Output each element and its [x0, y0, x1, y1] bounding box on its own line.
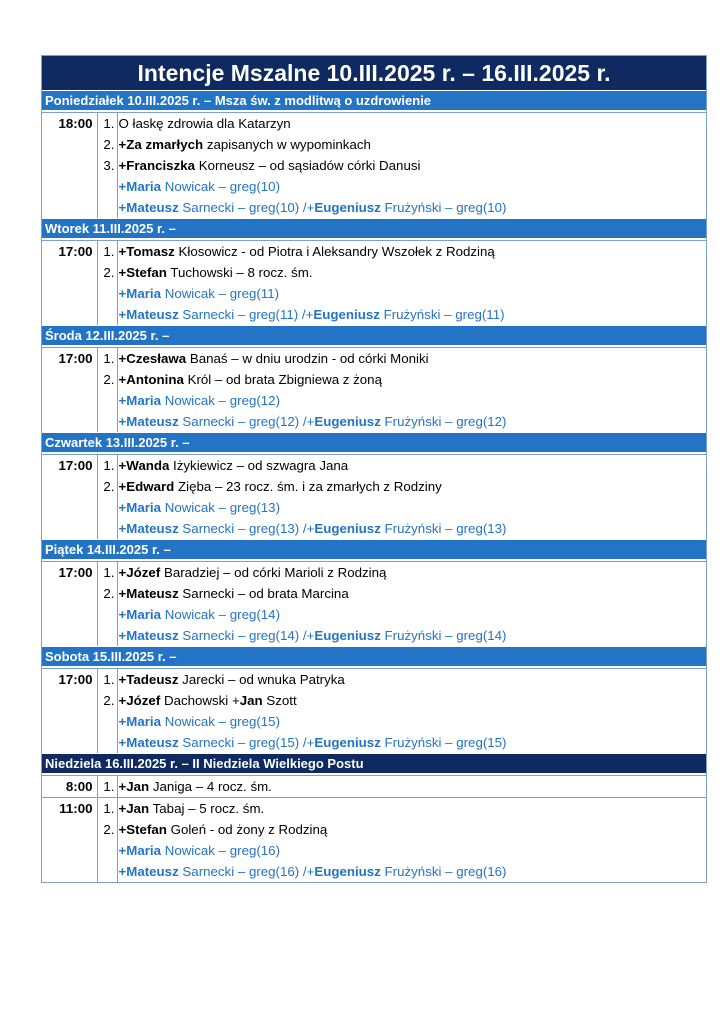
- intention-text: [117, 155, 706, 176]
- intention-name: Eugeniusz: [314, 864, 381, 879]
- day-header: Czwartek 13.III.2025 r. –: [42, 432, 706, 452]
- intention-name: +Józef: [118, 693, 161, 708]
- intention-text: [117, 176, 706, 197]
- intention-detail: Nowicak – greg(10): [161, 179, 280, 194]
- intention-detail: Nowicak – greg(16): [161, 843, 280, 858]
- page-title: Intencje Mszalne 10.III.2025 r. – 16.III.2025 r.: [42, 56, 706, 90]
- intention-detail: Nowicak – greg(13): [161, 500, 280, 515]
- intention-detail: Sarnecki – greg(11) /+: [178, 307, 314, 322]
- intention-number: 1.: [97, 562, 117, 584]
- mass-time: 18:00: [42, 113, 97, 135]
- intention-detail: Szott: [262, 693, 297, 708]
- intention-number: 3.: [97, 155, 117, 176]
- day-header: Wtorek 11.III.2025 r. –: [42, 218, 706, 238]
- intention-row: [42, 476, 706, 497]
- intention-name: +Maria: [118, 607, 162, 622]
- intention-detail: Iżykiewicz – od szwagra Jana: [169, 458, 349, 473]
- intention-detail: Frużyński – greg(16): [380, 864, 507, 879]
- intention-name: +Maria: [118, 286, 162, 301]
- intention-text: [117, 669, 706, 691]
- intention-detail: Nowicak – greg(14): [161, 607, 280, 622]
- intention-name: +Maria: [118, 714, 162, 729]
- intention-text: [117, 134, 706, 155]
- mass-time: [42, 390, 97, 411]
- intention-text: [117, 476, 706, 497]
- intention-name: +Maria: [118, 500, 162, 515]
- intention-text: [117, 604, 706, 625]
- intention-row: [42, 776, 706, 798]
- intention-detail: Sarnecki – greg(15) /+: [178, 735, 315, 750]
- intention-number: 2.: [97, 476, 117, 497]
- intention-detail: Frużyński – greg(12): [380, 414, 507, 429]
- intention-detail: Tuchowski – 8 rocz. śm.: [166, 265, 313, 280]
- mass-time: [42, 497, 97, 518]
- day-intentions-table: [42, 112, 706, 218]
- intention-name: +Wanda: [118, 458, 170, 473]
- intention-number: [97, 711, 117, 732]
- intention-number: 2.: [97, 134, 117, 155]
- intention-name: +Jan: [118, 801, 150, 816]
- mass-time: [42, 690, 97, 711]
- intention-name: Eugeniusz: [314, 414, 381, 429]
- intention-row: [42, 262, 706, 283]
- intention-number: [97, 518, 117, 539]
- intention-name: +Franciszka: [118, 158, 196, 173]
- intention-text: [117, 369, 706, 390]
- day-intentions-table: [42, 240, 706, 325]
- intention-number: 2.: [97, 583, 117, 604]
- intention-number: 1.: [97, 798, 117, 820]
- mass-time: 17:00: [42, 669, 97, 691]
- intention-row: [42, 390, 706, 411]
- intention-detail: Król – od brata Zbigniewa z żoną: [183, 372, 382, 387]
- intention-detail: Sarnecki – greg(16) /+: [178, 864, 315, 879]
- intention-row: [42, 155, 706, 176]
- mass-time: [42, 155, 97, 176]
- intention-name: +Mateusz: [118, 735, 179, 750]
- mass-time: [42, 283, 97, 304]
- mass-time: 17:00: [42, 455, 97, 477]
- intention-row: [42, 690, 706, 711]
- mass-time: [42, 840, 97, 861]
- intention-name: +Maria: [118, 843, 162, 858]
- day-intentions-table: [42, 775, 706, 882]
- mass-time: [42, 861, 97, 882]
- intention-number: 1.: [97, 241, 117, 263]
- intention-name: +Jan: [118, 779, 150, 794]
- intention-row: [42, 583, 706, 604]
- intention-detail: Frużyński – greg(14): [380, 628, 507, 643]
- intention-row: [42, 819, 706, 840]
- intention-name: +Józef: [118, 565, 161, 580]
- mass-time: [42, 711, 97, 732]
- intention-text: [117, 732, 706, 753]
- intention-row: [42, 669, 706, 691]
- intention-text: [117, 861, 706, 882]
- intention-row: [42, 455, 706, 477]
- intention-detail: Sarnecki – od brata Marcina: [178, 586, 349, 601]
- intention-text: [117, 411, 706, 432]
- intention-text: [117, 690, 706, 711]
- mass-time: [42, 176, 97, 197]
- intention-number: 2.: [97, 369, 117, 390]
- intention-name: Eugeniusz: [313, 307, 380, 322]
- mass-time: 11:00: [42, 798, 97, 820]
- intention-row: [42, 348, 706, 370]
- intention-text: [117, 262, 706, 283]
- day-header: Sobota 15.III.2025 r. –: [42, 646, 706, 666]
- intention-name: +Za zmarłych: [118, 137, 204, 152]
- intention-number: 2.: [97, 690, 117, 711]
- mass-time: 8:00: [42, 776, 97, 798]
- intention-text: [117, 304, 706, 325]
- intention-row: [42, 241, 706, 263]
- intention-number: [97, 176, 117, 197]
- intentions-sheet: [41, 55, 707, 883]
- intention-text: [117, 798, 706, 820]
- intention-name: Eugeniusz: [314, 735, 381, 750]
- intention-number: [97, 732, 117, 753]
- mass-time: 17:00: [42, 348, 97, 370]
- intention-detail: Janiga – 4 rocz. śm.: [149, 779, 272, 794]
- intention-row: [42, 604, 706, 625]
- mass-time: [42, 411, 97, 432]
- intention-number: 1.: [97, 776, 117, 798]
- intention-text: [117, 625, 706, 646]
- mass-time: 17:00: [42, 241, 97, 263]
- intention-name: Eugeniusz: [314, 200, 381, 215]
- intention-number: 1.: [97, 455, 117, 477]
- intention-text: [117, 113, 706, 135]
- intention-name: +Maria: [118, 179, 162, 194]
- intention-text: [117, 840, 706, 861]
- intention-name: +Tadeusz: [118, 672, 179, 687]
- intention-name: +Stefan: [118, 822, 167, 837]
- mass-time: [42, 819, 97, 840]
- mass-time: [42, 518, 97, 539]
- intention-row: [42, 732, 706, 753]
- intention-name: +Maria: [118, 393, 162, 408]
- intention-name: Eugeniusz: [314, 521, 381, 536]
- intention-row: [42, 497, 706, 518]
- intention-name: +Tomasz: [118, 244, 175, 259]
- intention-detail: Frużyński – greg(11): [379, 307, 505, 322]
- intention-number: [97, 840, 117, 861]
- intention-detail: O łaskę zdrowia dla Katarzyn: [118, 116, 291, 131]
- intention-text: [117, 776, 706, 798]
- intention-number: [97, 197, 117, 218]
- intention-text: [117, 711, 706, 732]
- intention-text: [117, 583, 706, 604]
- intention-name: +Mateusz: [118, 586, 179, 601]
- intention-name: +Mateusz: [118, 864, 179, 879]
- mass-time: [42, 197, 97, 218]
- intention-name: +Mateusz: [118, 414, 179, 429]
- intention-number: [97, 304, 117, 325]
- intention-detail: Tabaj – 5 rocz. śm.: [149, 801, 265, 816]
- intention-text: [117, 283, 706, 304]
- intention-number: [97, 283, 117, 304]
- intention-row: [42, 798, 706, 820]
- intention-detail: Nowicak – greg(12): [161, 393, 280, 408]
- intention-detail: Sarnecki – greg(13) /+: [178, 521, 315, 536]
- intention-detail: Nowicak – greg(15): [161, 714, 280, 729]
- intention-row: [42, 369, 706, 390]
- intention-text: [117, 497, 706, 518]
- intention-number: 1.: [97, 348, 117, 370]
- intention-detail: Sarnecki – greg(10) /+: [178, 200, 315, 215]
- intention-name: +Mateusz: [118, 200, 179, 215]
- mass-time: [42, 262, 97, 283]
- intention-detail: Banaś – w dniu urodzin - od córki Moniki: [186, 351, 429, 366]
- intention-number: 1.: [97, 113, 117, 135]
- intention-name: +Mateusz: [118, 307, 179, 322]
- mass-time: 17:00: [42, 562, 97, 584]
- intention-detail: Frużyński – greg(15): [380, 735, 507, 750]
- intention-detail: Goleń - od żony z Rodziną: [166, 822, 328, 837]
- intention-row: [42, 134, 706, 155]
- intention-number: [97, 390, 117, 411]
- intention-text: [117, 197, 706, 218]
- intention-row: [42, 283, 706, 304]
- day-header: Poniedziałek 10.III.2025 r. – Msza św. z modlitwą o uzdrowienie: [42, 90, 706, 110]
- intention-text: [117, 241, 706, 263]
- intention-detail: Sarnecki – greg(12) /+: [178, 414, 315, 429]
- mass-time: [42, 732, 97, 753]
- intention-row: [42, 562, 706, 584]
- intention-text: [117, 390, 706, 411]
- mass-time: [42, 625, 97, 646]
- mass-time: [42, 304, 97, 325]
- intention-number: [97, 861, 117, 882]
- mass-time: [42, 134, 97, 155]
- intention-text: [117, 562, 706, 584]
- intention-row: [42, 518, 706, 539]
- day-intentions-table: [42, 347, 706, 432]
- intention-name: Jan: [239, 693, 263, 708]
- intention-detail: Jarecki – od wnuka Patryka: [178, 672, 345, 687]
- days-list: [42, 90, 706, 882]
- intention-row: [42, 840, 706, 861]
- intention-row: [42, 304, 706, 325]
- intention-detail: Baradziej – od córki Marioli z Rodziną: [160, 565, 387, 580]
- intention-number: [97, 497, 117, 518]
- mass-time: [42, 369, 97, 390]
- mass-time: [42, 583, 97, 604]
- intention-name: +Stefan: [118, 265, 167, 280]
- day-header: Środa 12.III.2025 r. –: [42, 325, 706, 345]
- intention-number: [97, 604, 117, 625]
- intention-row: [42, 411, 706, 432]
- intention-detail: Frużyński – greg(13): [380, 521, 507, 536]
- intention-detail: Kłosowicz - od Piotra i Aleksandry Wszołek z Rodziną: [174, 244, 495, 259]
- intention-text: [117, 819, 706, 840]
- intention-row: [42, 625, 706, 646]
- day-intentions-table: [42, 454, 706, 539]
- intention-number: 2.: [97, 262, 117, 283]
- intention-detail: Frużyński – greg(10): [380, 200, 507, 215]
- intention-name: +Czesława: [118, 351, 187, 366]
- mass-time: [42, 476, 97, 497]
- intention-name: +Mateusz: [118, 521, 179, 536]
- intention-name: +Edward: [118, 479, 175, 494]
- intention-text: [117, 348, 706, 370]
- mass-time: [42, 604, 97, 625]
- intention-detail: Dachowski +: [160, 693, 240, 708]
- intention-number: 1.: [97, 669, 117, 691]
- intention-detail: Nowicak – greg(11): [161, 286, 280, 301]
- intention-name: +Mateusz: [118, 628, 179, 643]
- day-header: Piątek 14.III.2025 r. –: [42, 539, 706, 559]
- day-intentions-table: [42, 668, 706, 753]
- intention-name: +Antonina: [118, 372, 184, 387]
- intention-detail: zapisanych w wypominkach: [203, 137, 371, 152]
- intention-row: [42, 197, 706, 218]
- intention-detail: Sarnecki – greg(14) /+: [178, 628, 315, 643]
- intention-detail: Zięba – 23 rocz. śm. i za zmarłych z Rodziny: [174, 479, 442, 494]
- intention-text: [117, 518, 706, 539]
- intention-number: [97, 625, 117, 646]
- day-intentions-table: [42, 561, 706, 646]
- intention-detail: Korneusz – od sąsiadów córki Danusi: [195, 158, 421, 173]
- intention-row: [42, 176, 706, 197]
- intention-name: Eugeniusz: [314, 628, 381, 643]
- intention-text: [117, 455, 706, 477]
- day-header: Niedziela 16.III.2025 r. – II Niedziela Wielkiego Postu: [42, 753, 706, 773]
- intention-number: 2.: [97, 819, 117, 840]
- intention-row: [42, 711, 706, 732]
- intention-number: [97, 411, 117, 432]
- intention-row: [42, 113, 706, 135]
- intention-row: [42, 861, 706, 882]
